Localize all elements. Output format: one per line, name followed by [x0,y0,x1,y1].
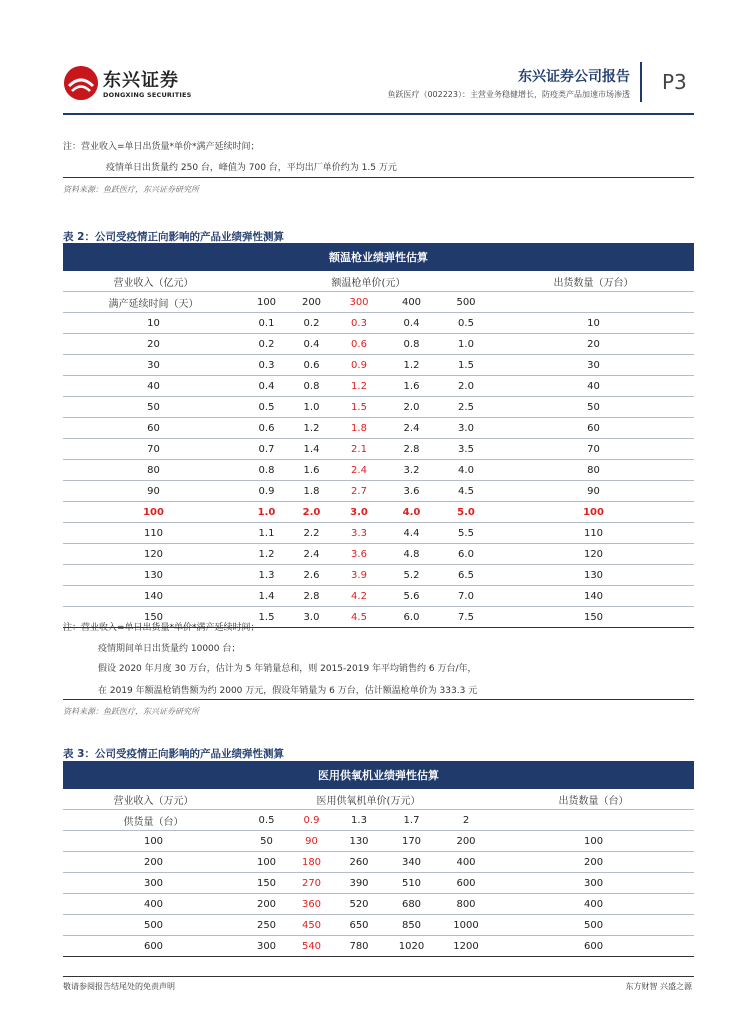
table-cell: 260 [334,852,384,873]
table2-note: 注：营业收入=单日出货量*单价*满产延续时间； [63,623,260,633]
table3-banner: 医用供氧机业绩弹性估算 [63,761,694,789]
table-cell: 2.6 [289,565,334,586]
table-cell: 6.0 [439,544,493,565]
table-cell: 450 [289,915,334,936]
table-cell: 0.7 [244,439,289,460]
report-title: 东兴证券公司报告 [518,69,630,85]
table3-caption: 表 3：公司受疫情正向影响的产品业绩弹性测算 [63,748,284,760]
header-rule [63,113,694,115]
table-cell: 70 [493,439,694,460]
table-cell: 2.0 [289,502,334,523]
table-cell: 400 [439,852,493,873]
table-cell: 270 [289,873,334,894]
table-cell: 4.4 [384,523,439,544]
table-cell: 130 [493,565,694,586]
table-cell: 0.8 [384,334,439,355]
table-cell: 0.2 [244,334,289,355]
table-row [63,565,694,586]
table-cell: 3.3 [334,523,384,544]
table-cell: 3.0 [334,502,384,523]
table-cell: 170 [384,831,439,852]
table-cell: 2.4 [289,544,334,565]
table-row [63,376,694,397]
table-cell: 1.3 [244,565,289,586]
price-cell: 0.5 [244,810,289,831]
table-cell: 0.8 [244,460,289,481]
table2-note: 疫情期间单日出货量约 10000 台； [98,644,241,654]
table-row [63,915,694,936]
table3-col-revenue: 营业收入（万元） [63,789,244,810]
table-row [63,397,694,418]
table-cell: 150 [244,873,289,894]
source-note: 资料来源：鱼跃医疗，东兴证券研究所 [63,707,199,716]
table-cell: 90 [493,481,694,502]
table-cell: 600 [63,936,244,957]
table-cell: 1.4 [244,586,289,607]
top-note-line: 注：营业收入=单日出货量*单价*满产延续时间； [63,142,260,152]
table-cell: 20 [63,334,244,355]
table-row [63,418,694,439]
table-cell: 6.5 [439,565,493,586]
table-cell: 1200 [439,936,493,957]
table-cell: 510 [384,873,439,894]
table2-col-volume: 出货数量（万台） [493,271,694,292]
table-cell: 600 [439,873,493,894]
table-cell: 600 [493,936,694,957]
table-cell: 1.0 [244,502,289,523]
table2-note: 在 2019 年额温枪销售额为约 2000 万元，假设年销量为 6 万台，估计额温枪单价为 333.3 元 [98,686,478,696]
report-subtitle: 鱼跃医疗（002223）：主营业务稳健增长，防疫类产品加速市场渗透 [387,90,630,99]
table-row [63,852,694,873]
table-cell: 2.0 [384,397,439,418]
table-cell: 1.6 [289,460,334,481]
table2-note: 假设 2020 年月度 30 万台，估计为 5 年销量总和，则 2015-2019 年平均销售约 6 万台/年， [98,664,477,674]
table-cell: 0.9 [334,355,384,376]
table-cell: 100 [493,831,694,852]
price-cell: 2 [439,810,493,831]
table-cell: 80 [493,460,694,481]
table-cell: 120 [493,544,694,565]
table2-banner: 额温枪业绩弹性估算 [63,243,694,271]
table-cell: 4.8 [384,544,439,565]
table-cell: 150 [493,607,694,628]
table-cell: 100 [63,831,244,852]
table-cell: 1.5 [244,607,289,628]
table-cell: 0.9 [244,481,289,502]
table-cell: 390 [334,873,384,894]
logo-chinese-name: 东兴证券 [103,70,179,91]
table-cell: 150 [63,607,244,628]
table2-row-label: 满产延续时间（天） [63,292,244,313]
table-row [63,355,694,376]
table2-caption: 表 2：公司受疫情正向影响的产品业绩弹性测算 [63,231,284,243]
table-cell: 2.2 [289,523,334,544]
table-cell: 2.4 [384,418,439,439]
table-cell: 1.8 [334,418,384,439]
table-cell: 60 [63,418,244,439]
price-cell: 0.9 [289,810,334,831]
table-cell: 6.0 [384,607,439,628]
table-cell: 5.6 [384,586,439,607]
table3-col-price: 医用供氧机单价(万元） [244,789,493,810]
table-cell: 0.3 [334,313,384,334]
table-cell: 50 [493,397,694,418]
source-note: 资料来源：鱼跃医疗，东兴证券研究所 [63,185,199,194]
table-cell: 0.4 [384,313,439,334]
table-cell: 1.5 [334,397,384,418]
table-cell: 1.8 [289,481,334,502]
table-cell: 1.2 [244,544,289,565]
price-cell: 500 [439,292,493,313]
table-cell: 1.2 [384,355,439,376]
price-cell: 300 [334,292,384,313]
table-cell: 0.5 [439,313,493,334]
table-cell: 50 [63,397,244,418]
table-cell: 200 [493,852,694,873]
table-cell: 0.5 [244,397,289,418]
table-cell: 10 [493,313,694,334]
table-cell: 3.5 [439,439,493,460]
table-cell: 1.2 [289,418,334,439]
logo-english-name: DONGXING SECURITIES [103,91,192,99]
table-row [63,894,694,915]
table-cell: 90 [289,831,334,852]
table-cell: 100 [63,502,244,523]
table-cell: 2.8 [289,586,334,607]
table-cell: 3.6 [334,544,384,565]
table-row [63,544,694,565]
table-row [63,936,694,957]
table-cell: 680 [384,894,439,915]
price-cell: 1.3 [334,810,384,831]
table-cell: 3.9 [334,565,384,586]
table-cell: 110 [493,523,694,544]
top-note-line: 疫情单日出货量约 250 台，峰值为 700 台，平均出厂单价约为 1.5 万元 [106,163,397,173]
table-cell: 0.6 [244,418,289,439]
table-row [63,523,694,544]
table-row [63,313,694,334]
table-cell: 400 [63,894,244,915]
table-cell: 850 [384,915,439,936]
table-cell: 780 [334,936,384,957]
price-cell: 200 [289,292,334,313]
table-cell: 540 [289,936,334,957]
table-cell: 140 [63,586,244,607]
table-cell: 500 [493,915,694,936]
table-cell: 4.0 [384,502,439,523]
table-cell: 2.1 [334,439,384,460]
table-cell: 0.1 [244,313,289,334]
table3 [63,761,694,957]
table-cell: 4.0 [439,460,493,481]
table-cell: 140 [493,586,694,607]
table-cell: 1020 [384,936,439,957]
table-cell: 3.6 [384,481,439,502]
table-cell: 0.6 [334,334,384,355]
table-cell: 100 [493,502,694,523]
table-row [63,502,694,523]
table-cell: 3.0 [439,418,493,439]
table2-col-price: 额温枪单价(元） [244,271,493,292]
table-cell: 1.1 [244,523,289,544]
table-cell: 1.5 [439,355,493,376]
table-row [63,439,694,460]
table-cell: 30 [493,355,694,376]
table-cell: 10 [63,313,244,334]
table-cell: 300 [63,873,244,894]
table-cell: 3.2 [384,460,439,481]
table-cell: 2.5 [439,397,493,418]
table-row [63,873,694,894]
price-cell [493,810,694,831]
table-cell: 340 [384,852,439,873]
table-cell: 0.4 [244,376,289,397]
table-cell: 650 [334,915,384,936]
table-cell: 0.4 [289,334,334,355]
table-cell: 4.2 [334,586,384,607]
price-cell: 400 [384,292,439,313]
table-cell: 4.5 [439,481,493,502]
table-row [63,334,694,355]
table-cell: 300 [244,936,289,957]
table-cell: 520 [334,894,384,915]
table-cell: 300 [493,873,694,894]
note-rule [63,699,694,700]
table-cell: 200 [63,852,244,873]
table-cell: 50 [244,831,289,852]
table-cell: 130 [63,565,244,586]
table-cell: 100 [244,852,289,873]
table-cell: 4.5 [334,607,384,628]
table-cell: 360 [289,894,334,915]
price-cell: 100 [244,292,289,313]
table-cell: 120 [63,544,244,565]
table-cell: 3.0 [289,607,334,628]
table-cell: 2.0 [439,376,493,397]
company-logo-icon [64,66,98,100]
table-cell: 110 [63,523,244,544]
table-cell: 2.7 [334,481,384,502]
footer-rule [63,976,694,977]
table-cell: 1.0 [439,334,493,355]
price-cell: 1.7 [384,810,439,831]
table-cell: 30 [63,355,244,376]
footer-disclaimer: 敬请参阅报告结尾处的免责声明 [63,982,175,991]
table-cell: 7.0 [439,586,493,607]
table-cell: 70 [63,439,244,460]
table-cell: 2.4 [334,460,384,481]
table-row [63,481,694,502]
table2-col-revenue: 营业收入（亿元） [63,271,244,292]
table-cell: 200 [244,894,289,915]
page-number: P3 [662,70,687,94]
table-row [63,831,694,852]
table3-col-volume: 出货数量（台） [493,789,694,810]
table-cell: 1000 [439,915,493,936]
table-cell: 0.8 [289,376,334,397]
header-divider [640,62,642,102]
table-cell: 90 [63,481,244,502]
table-cell: 0.6 [289,355,334,376]
footer-slogan: 东方财智 兴盛之源 [625,982,692,991]
table-row [63,460,694,481]
table-cell: 1.6 [384,376,439,397]
table-cell: 5.2 [384,565,439,586]
table-row [63,586,694,607]
table-cell: 20 [493,334,694,355]
table-cell: 40 [63,376,244,397]
table-cell: 0.3 [244,355,289,376]
table-cell: 1.0 [289,397,334,418]
table-cell: 0.2 [289,313,334,334]
table-cell: 200 [439,831,493,852]
table-cell: 40 [493,376,694,397]
price-cell [493,292,694,313]
table-cell: 7.5 [439,607,493,628]
table-cell: 400 [493,894,694,915]
table-cell: 5.5 [439,523,493,544]
table-cell: 5.0 [439,502,493,523]
table3-row-label: 供货量（台） [63,810,244,831]
table-cell: 800 [439,894,493,915]
note-rule [63,177,694,178]
table-cell: 130 [334,831,384,852]
table-cell: 1.4 [289,439,334,460]
table-cell: 1.2 [334,376,384,397]
table-cell: 80 [63,460,244,481]
table-cell: 250 [244,915,289,936]
table-cell: 500 [63,915,244,936]
table-cell: 180 [289,852,334,873]
table-cell: 2.8 [384,439,439,460]
table-cell: 60 [493,418,694,439]
table2 [63,243,694,628]
